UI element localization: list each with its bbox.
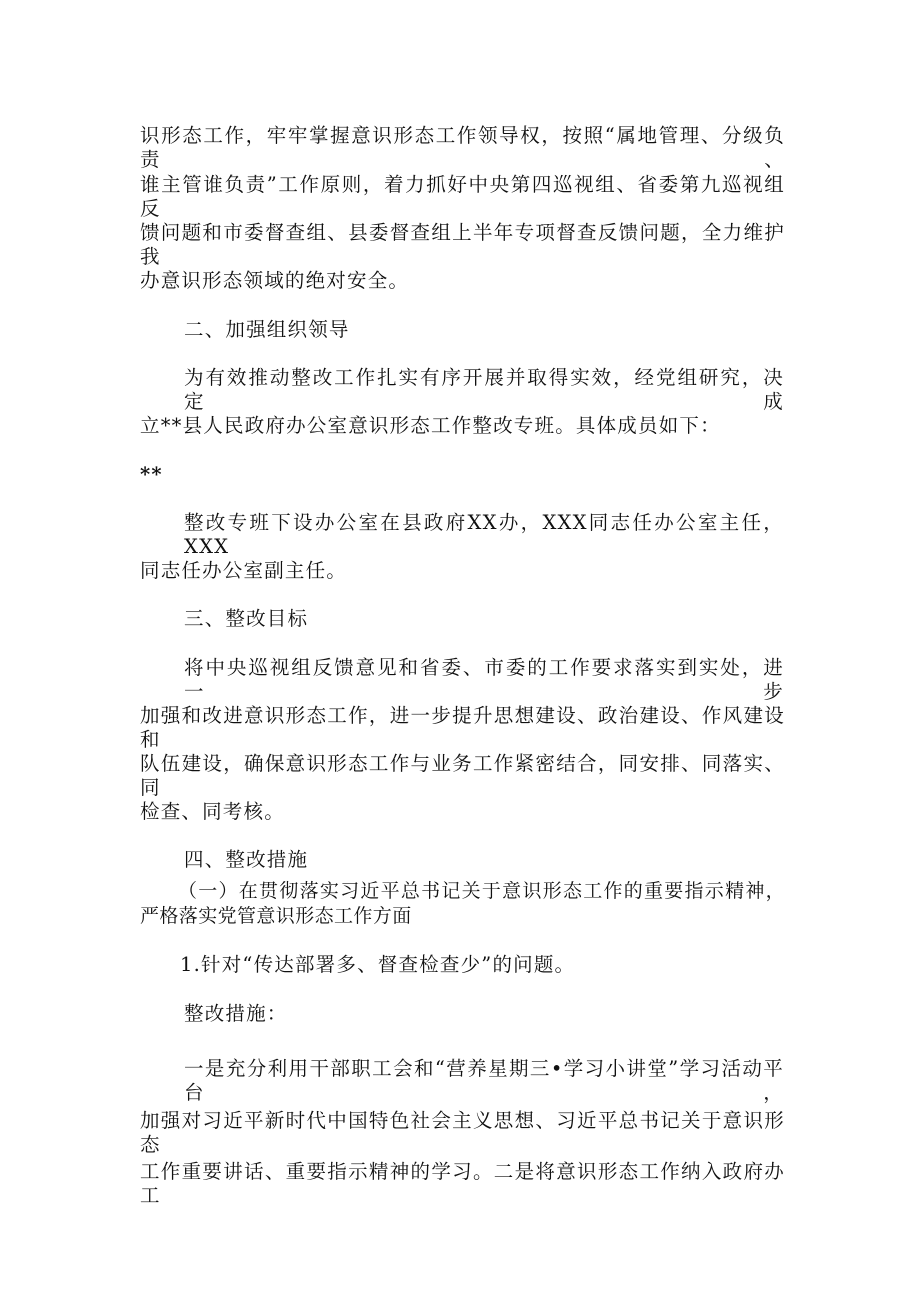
subsection-heading-line-2: 严格落实党管意识形态工作方面 bbox=[140, 905, 412, 927]
paragraph-line-7: 立**县人民政府办公室意识形态工作整改专班。具体成员如下： bbox=[140, 414, 721, 437]
issue-item-1: 1.针对“传达部署多、督查检查少”的问题。 bbox=[180, 953, 576, 976]
paragraph-line-10: 同志任办公室副主任。 bbox=[140, 559, 348, 582]
paragraph-line-14: 队伍建设，确保意识形态工作与业务工作紧密结合，同安排、同落实、同 bbox=[140, 752, 785, 799]
paragraph-line-1: 识形态工作，牢牢掌握意识形态工作领导权，按照“属地管理、分级负责、 bbox=[140, 124, 785, 171]
paragraph-line-6: 为有效推动整改工作扎实有序开展并取得实效，经党组研究，决定成 bbox=[184, 366, 784, 413]
paragraph-line-13: 加强和改进意识形态工作，进一步提升思想建设、政治建设、作风建设和 bbox=[140, 704, 785, 751]
subsection-heading-line-1: （一）在贯彻落实习近平总书记关于意识形态工作的重要指示精神， bbox=[178, 880, 785, 902]
paragraph-line-23: 工作重要讲话、重要指示精神的学习。二是将意识形态工作纳入政府办工 bbox=[140, 1160, 785, 1207]
paragraph-line-22: 加强对习近平新时代中国特色社会主义思想、习近平总书记关于意识形态 bbox=[140, 1109, 785, 1156]
paragraph-line-9: 整改专班下设办公室在县政府XX办，XXX同志任办公室主任，XXX bbox=[184, 511, 784, 558]
paragraph-line-15: 检查、同考核。 bbox=[140, 800, 285, 823]
paragraph-line-3: 馈问题和市委督查组、县委督查组上半年专项督查反馈问题，全力维护我 bbox=[140, 221, 785, 268]
section-heading-4: 四、整改措施 bbox=[184, 848, 309, 871]
member-list-placeholder: ** bbox=[140, 463, 163, 486]
section-heading-2: 二、加强组织领导 bbox=[184, 318, 350, 341]
paragraph-line-4: 办意识形态领域的绝对安全。 bbox=[140, 269, 410, 292]
measures-label: 整改措施： bbox=[184, 1002, 288, 1025]
section-heading-3: 三、整改目标 bbox=[184, 607, 309, 630]
paragraph-line-2: 谁主管谁负责”工作原则，着力抓好中央第四巡视组、省委第九巡视组反 bbox=[140, 173, 785, 220]
paragraph-line-12: 将中央巡视组反馈意见和省委、市委的工作要求落实到实处，进一步 bbox=[184, 656, 784, 703]
paragraph-line-21: 一是充分利用干部职工会和“营养星期三•学习小讲堂”学习活动平台， bbox=[184, 1057, 784, 1104]
